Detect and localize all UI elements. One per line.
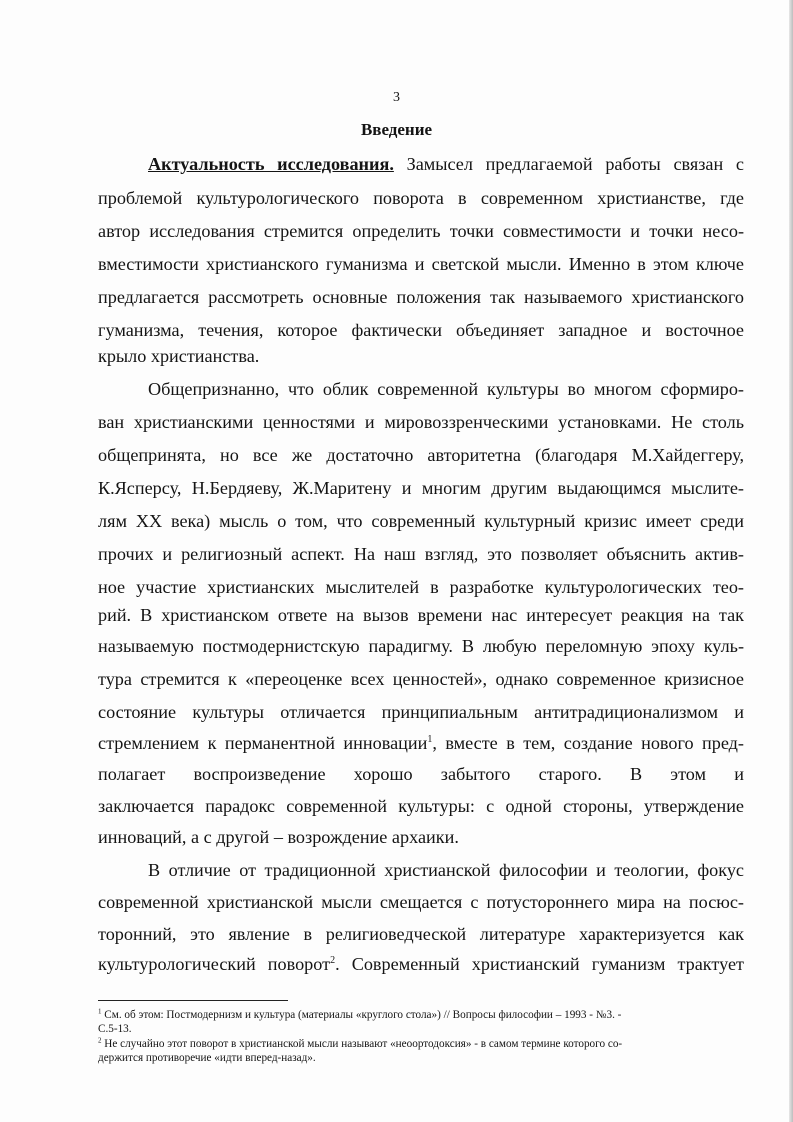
text-line: крыло христианства.	[98, 346, 260, 366]
text-line: Общепризнанно, что облик современной культуры во многом сформиро-	[148, 379, 744, 399]
footnote-ref: 2	[330, 954, 336, 966]
text-line: называемую постмодернистскую парадигму. В любую переломную эпоху куль-	[98, 636, 744, 656]
text-line: К.Ясперсу, Н.Бердяеву, Ж.Маритену и многим другим выдающимся мыслите-	[98, 478, 744, 498]
run-in-heading: Актуальность исследования.	[148, 154, 394, 174]
text-line: инноваций, а с другой – возрождение архаики.	[98, 827, 459, 847]
text-line: автор исследования стремится определить точки совместимости и точки несо-	[98, 221, 744, 241]
text-line: вместимости христианского гуманизма и светской мысли. Именно в этом ключе	[98, 254, 744, 274]
text-line: предлагается рассмотреть основные положения так называемого христианского	[98, 287, 744, 307]
page-number: 3	[393, 90, 400, 105]
text-line: В отличие от традиционной христианской философии и теологии, фокус	[148, 860, 744, 880]
text-line: лям XX века) мысль о том, что современный культурный кризис имеет среди	[98, 511, 744, 531]
text-line: культурологический поворот$^2$. Современный христианский гуманизм трактует	[98, 954, 744, 974]
text-line: прочих и религиозный аспект. На наш взгляд, это позволяет объяснить актив-	[98, 544, 744, 564]
text-line: состояние культуры отличается принципиальным антитрадиционализмом и	[98, 702, 744, 722]
text-line: общепринята, но все же достаточно авторитетна (благодаря М.Хайдеггеру,	[98, 445, 744, 465]
text-line: проблемой культурологического поворота в современном христианстве, где	[98, 188, 744, 208]
text-line: заключается парадокс современной культуры: с одной стороны, утверждение	[98, 796, 744, 816]
footnote: $^1$ См. об этом: Постмодернизм и культура (материалы «круглого стола») // Вопросы философии – 1993 - №3. -	[98, 1007, 622, 1021]
text-line: тура стремится к «переоценке всех ценностей», однако современное кризисное	[98, 669, 744, 689]
footnote-continuation: С.5-13.	[98, 1023, 132, 1035]
footnote-separator	[98, 1000, 288, 1001]
footnote: $^2$ Не случайно этот поворот в христианской мысли называют «неоортодоксия» - в самом термине которого со-	[98, 1036, 623, 1050]
text-line: полагает воспроизведение хорошо забытого старого. В этом и	[98, 764, 744, 784]
text-line: ван христианскими ценностями и мировоззренческими установками. Не столь	[98, 412, 744, 432]
text-line: современной христианской мысли смещается с потустороннего мира на посюс-	[98, 892, 744, 912]
page-title: Введение	[360, 120, 433, 139]
text-line: рий. В христианском ответе на вызов времени нас интересует реакция на так	[98, 605, 744, 625]
text-line: торонний, это явление в религиоведческой литературе характеризуется как	[98, 924, 744, 944]
text-line: гуманизма, течения, которое фактически объединяет западное и восточное	[98, 320, 744, 340]
text-line: ное участие христианских мыслителей в разработке культурологических тео-	[98, 577, 744, 597]
footnote-ref: 1	[427, 733, 433, 745]
scan-edge	[789, 0, 793, 1122]
text-line: стремлением к перманентной инновации$^1$, вместе в тем, создание нового пред-	[98, 733, 744, 753]
text-line: Актуальность исследования. Замысел предлагаемой работы связан с	[148, 154, 744, 174]
footnote-continuation: держится противоречие «идти вперед-назад».	[98, 1052, 316, 1064]
